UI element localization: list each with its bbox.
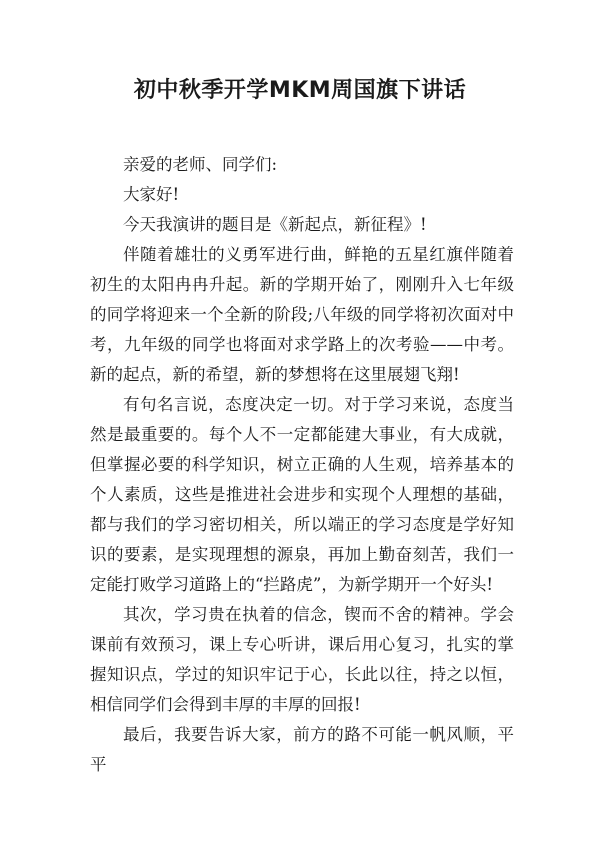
body-paragraph: 最后，我要告诉大家，前方的路不可能一帆风顺，平平 — [90, 725, 514, 774]
body-paragraph: 今天我演讲的题目是《新起点，新征程》! — [123, 215, 427, 234]
document-body — [90, 150, 514, 780]
body-paragraph: 其次，学习贵在执着的信念，锲而不舍的精神。学会课前有效预习，课上专心听讲，课后用心复习，扎实的掌握知识点，学过的知识牢记于心，长此以往，持之以恒，相信同学们会得到丰厚的丰厚的回报! — [90, 605, 514, 714]
body-paragraph: 伴随着雄壮的义勇军进行曲，鲜艳的五星红旗伴随着初生的太阳冉冉升起。新的学期开始了，刚刚升入七年级的同学将迎来一个全新的阶段;八年级的同学将初次面对中考，九年级的同学也将面对求学路上的次考验——中考。新的起点，新的希望，新的梦想将在这里展翅飞翔! — [90, 245, 514, 384]
salutation: 亲爱的老师、同学们: — [123, 155, 278, 174]
document-title: 初中秋季开学MKM周国旗下讲话 — [133, 78, 467, 103]
body-paragraph: 有句名言说，态度决定一切。对于学习来说，态度当然是最重要的。每个人不一定都能建大事业，有大成就，但掌握必要的科学知识，树立正确的人生观，培养基本的个人素质，这些是推进社会进步和实现个人理想的基础，都与我们的学习密切相关，所以端正的学习态度是学好知识的要素，是实现理想的源泉，再加上勤奋刻苦，我们一定能打败学习道路上的“拦路虎”，为新学期开一个好头! — [90, 395, 514, 594]
greeting: 大家好! — [123, 185, 180, 204]
